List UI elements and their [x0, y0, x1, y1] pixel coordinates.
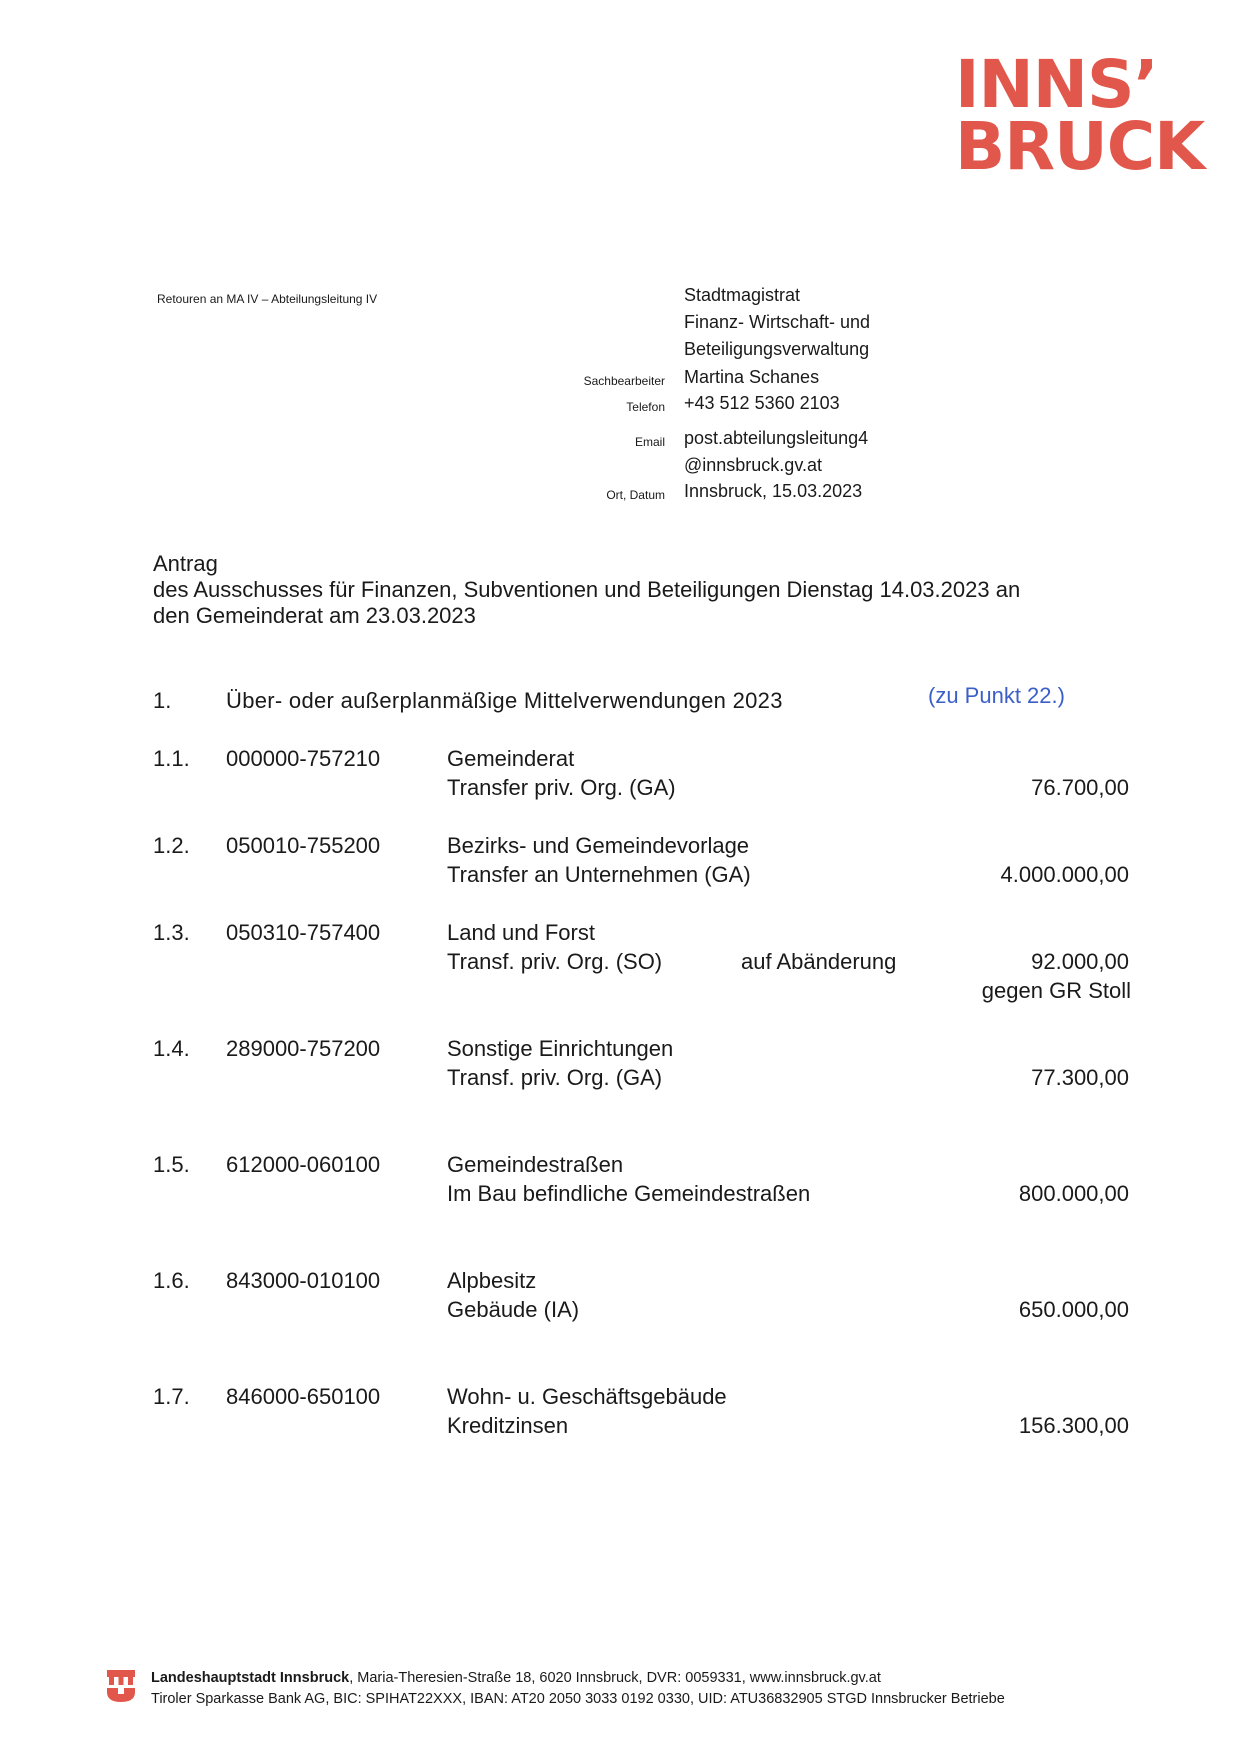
item-number: 1.5. — [153, 1152, 190, 1177]
caseworker-label: Sachbearbeiter — [583, 374, 665, 388]
item-number: 1.2. — [153, 833, 190, 858]
innsbruck-logo — [955, 46, 1205, 185]
sender-org-line-2: Finanz- Wirtschaft- und — [684, 312, 871, 332]
item-amount: 92.000,00 — [1031, 949, 1129, 974]
item-note-secondary: gegen GR Stoll — [981, 978, 1131, 1003]
logo-line-2: BRUCK — [955, 108, 1205, 185]
item-title: Alpbesitz — [447, 1268, 537, 1293]
intro-line-1: Antrag — [153, 551, 218, 576]
item-description — [447, 1034, 673, 1092]
place-date-label: Ort, Datum — [606, 488, 665, 502]
item-subtitle: Transf. priv. Org. (SO) — [447, 949, 663, 974]
item-subtitle: Gebäude (IA) — [447, 1297, 580, 1322]
intro-line-3: den Gemeinderat am 23.03.2023 — [153, 603, 476, 628]
item-description — [447, 918, 662, 976]
sender-org-line-3: Beteiligungsverwaltung — [684, 339, 870, 359]
item-account: 289000-757200 — [226, 1036, 381, 1061]
item-account: 050010-755200 — [226, 833, 381, 858]
return-address: Retouren an MA IV – Abteilungsleitung IV — [157, 292, 378, 306]
item-subtitle: Transf. priv. Org. (GA) — [447, 1065, 663, 1090]
caseworker-name: Martina Schanes — [684, 367, 820, 387]
item-note: auf Abänderung — [741, 949, 897, 974]
sender-org-line-1: Stadtmagistrat — [684, 285, 801, 305]
phone-number: +43 512 5360 2103 — [684, 393, 840, 413]
footer-bank-details: Tiroler Sparkasse Bank AG, BIC: SPIHAT22XXX, IBAN: AT20 2050 3033 0192 0330, UID: ATU36832905 STGD Innsbrucker Betriebe — [151, 1691, 1005, 1707]
city-emblem-icon — [106, 1668, 136, 1704]
footer-address — [151, 1670, 881, 1686]
email-label: Email — [634, 435, 665, 449]
item-description — [447, 1266, 579, 1324]
intro-line-2: des Ausschusses für Finanzen, Subventionen und Beteiligungen Dienstag 14.03.2023 an — [153, 577, 1021, 602]
logo-line-1: INNS’ — [955, 46, 1158, 123]
intro — [153, 551, 1020, 629]
item-title: Gemeindestraßen — [447, 1152, 624, 1177]
email-line-2: @innsbruck.gv.at — [684, 455, 822, 475]
item-account: 000000-757210 — [226, 746, 381, 771]
item-amount: 4.000.000,00 — [1000, 862, 1129, 887]
reference-note: (zu Punkt 22.) — [928, 683, 1065, 708]
footer-address-details: , Maria-Theresien-Straße 18, 6020 Innsbruck, DVR: 0059331, www.innsbruck.gv.at — [349, 1670, 881, 1686]
item-number: 1.3. — [153, 920, 190, 945]
phone-label: Telefon — [626, 400, 665, 414]
item-title: Wohn- u. Geschäftsgebäude — [447, 1384, 727, 1409]
email-line-1: post.abteilungsleitung4 — [684, 428, 869, 448]
item-amount: 650.000,00 — [1018, 1297, 1129, 1322]
item-account: 846000-650100 — [226, 1384, 381, 1409]
section-number: 1. — [153, 688, 172, 713]
item-title: Bezirks- und Gemeindevorlage — [447, 833, 750, 858]
item-number: 1.6. — [153, 1268, 190, 1293]
item-description — [447, 1382, 727, 1440]
item-amount: 156.300,00 — [1018, 1413, 1129, 1438]
item-number: 1.1. — [153, 746, 190, 771]
section-title: Über- oder außerplanmäßige Mittelverwendungen 2023 — [226, 688, 783, 713]
item-subtitle: Transfer priv. Org. (GA) — [447, 775, 676, 800]
item-number: 1.7. — [153, 1384, 190, 1409]
item-subtitle: Im Bau befindliche Gemeindestraßen — [447, 1181, 811, 1206]
item-title: Land und Forst — [447, 920, 595, 945]
item-title: Sonstige Einrichtungen — [447, 1036, 674, 1061]
item-description — [447, 744, 676, 802]
item-amount: 77.300,00 — [1031, 1065, 1129, 1090]
item-amount: 800.000,00 — [1018, 1181, 1129, 1206]
item-title: Gemeinderat — [447, 746, 575, 771]
item-amount: 76.700,00 — [1031, 775, 1129, 800]
place-date: Innsbruck, 15.03.2023 — [684, 481, 863, 501]
item-account: 612000-060100 — [226, 1152, 381, 1177]
item-account: 843000-010100 — [226, 1268, 381, 1293]
item-account: 050310-757400 — [226, 920, 381, 945]
item-subtitle: Kreditzinsen — [447, 1413, 569, 1438]
item-number: 1.4. — [153, 1036, 190, 1061]
item-description — [447, 831, 751, 889]
item-description — [447, 1150, 810, 1208]
footer-city-name: Landeshauptstadt Innsbruck — [151, 1670, 350, 1686]
item-subtitle: Transfer an Unternehmen (GA) — [447, 862, 751, 887]
